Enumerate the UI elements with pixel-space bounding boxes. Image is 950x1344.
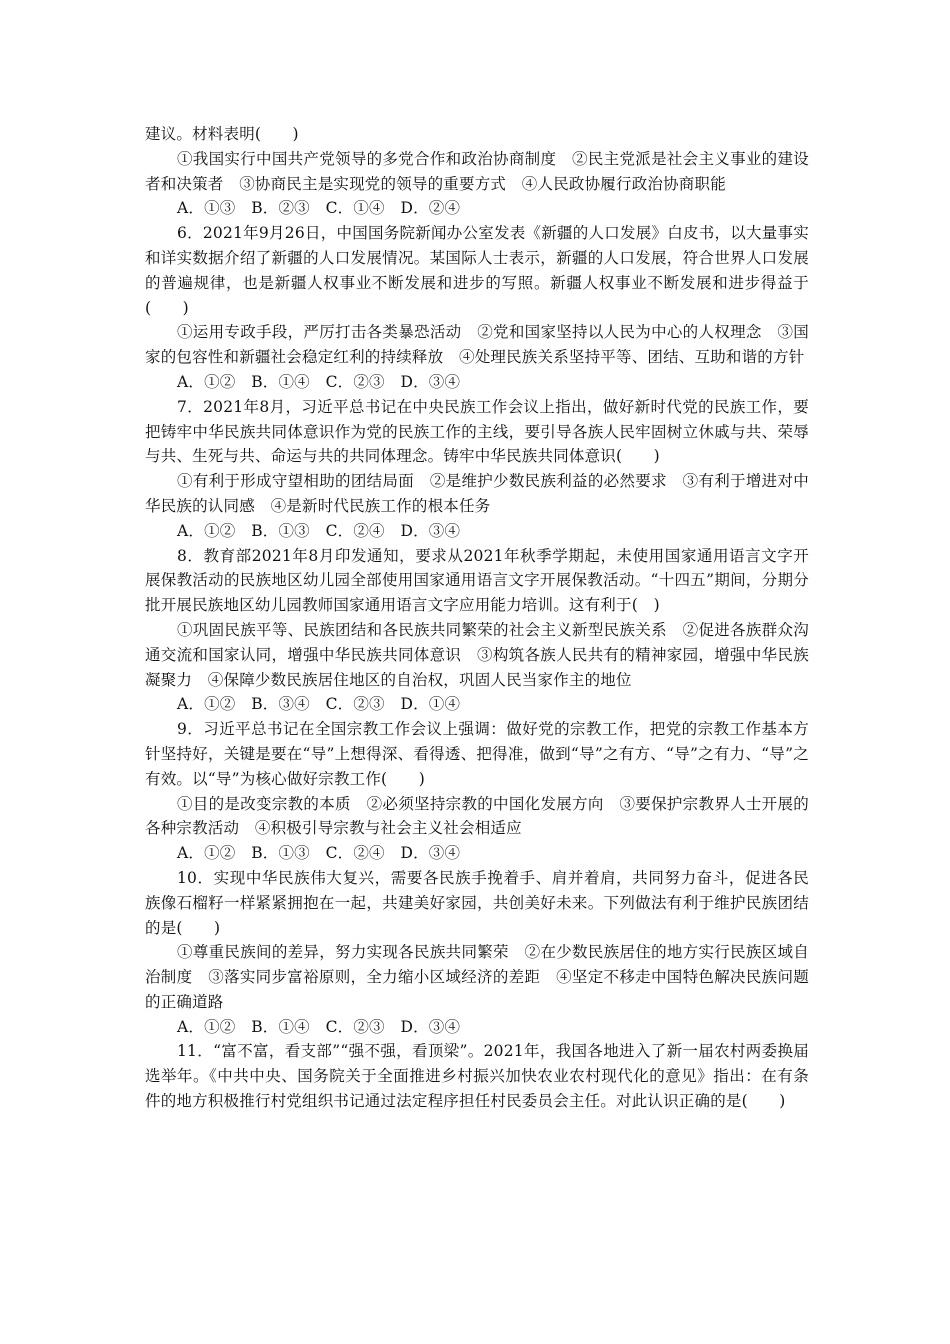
q7-statements: ①有利于形成守望相助的团结局面 ②是维护少数民族利益的必然要求 ③有利于增进对中华民族的认同感 ④是新时代民族工作的根本任务 bbox=[145, 472, 809, 515]
q8-stem: 8．教育部2021年8月印发通知，要求从2021年秋季学期起，未使用国家通用语言文字开展保教活动的民族地区幼儿园全部使用国家通用语言文字开展保教活动。“十四五”期间，分期分批开展民族地区幼儿园教师国家通用语言文字应用能力培训。这有利于( ) bbox=[145, 546, 809, 615]
q7-stem: 7．2021年8月，习近平总书记在中央民族工作会议上指出，做好新时代党的民族工作，要把铸牢中华民族共同体意识作为党的民族工作的主线，要引导各族人民牢固树立休戚与共、荣辱与共、生死与共、命运与共的共同体理念。铸牢中华民族共同体意识( ) bbox=[145, 397, 809, 466]
q6-options: A．①② B．①④ C．②③ D．③④ bbox=[177, 372, 461, 391]
q8-options: A．①② B．③④ C．②③ D．①④ bbox=[177, 695, 461, 714]
q6-statements: ①运用专政手段，严厉打击各类暴恐活动 ②党和国家坚持以人民为中心的人权理念 ③国家的包容性和新疆社会稳定红利的持续释放 ④处理民族关系坚持平等、团结、互助和谐的方针 bbox=[145, 323, 809, 367]
q5-statements: ①我国实行中国共产党领导的多党合作和政治协商制度 ②民主党派是社会主义事业的建设者和决策者 ③协商民主是实现党的领导的重要方式 ④人民政协履行政治协商职能 bbox=[145, 149, 809, 193]
q7-options: A．①② B．①③ C．②④ D．③④ bbox=[177, 521, 461, 540]
q9-options: A．①② B．①③ C．②④ D．③④ bbox=[177, 844, 461, 863]
q11-stem: 11．“富不富，看支部”“强不强，看顶梁”。2021年，我国各地进入了新一届农村两委换届选举年。《中共中央、国务院关于全面推进乡村振兴加快农业农村现代化的意见》指出：在有条件的地方积极推行村党组织书记通过法定程序担任村民委员会主任。对此认识正确的是( ) bbox=[145, 1042, 809, 1111]
question-list bbox=[145, 122, 809, 1114]
q6-stem: 6．2021年9月26日，中国国务院新闻办公室发表《新疆的人口发展》白皮书，以大量事实和详实数据介绍了新疆的人口发展情况。某国际人士表示，新疆的人口发展，符合世界人口发展的普遍规律，也是新疆人权事业不断发展和进步的写照。新疆人权事业不断发展和进步得益于( ) bbox=[145, 224, 809, 317]
q10-statements: ①尊重民族间的差异，努力实现各民族共同繁荣 ②在少数民族居住的地方实行民族区域自治制度 ③落实同步富裕原则，全力缩小区域经济的差距 ④坚定不移走中国特色解决民族问题的正确道路 bbox=[145, 943, 809, 1011]
q9-statements: ①目的是改变宗教的本质 ②必须坚持宗教的中国化发展方向 ③要保护宗教界人士开展的各种宗教活动 ④积极引导宗教与社会主义社会相适应 bbox=[145, 794, 809, 838]
q5-options: A．①③ B．②③ C．①④ D．②④ bbox=[177, 199, 461, 218]
q8-statements: ①巩固民族平等、民族团结和各民族共同繁荣的社会主义新型民族关系 ②促进各族群众沟通交流和国家认同，增强中华民族共同体意识 ③构筑各族人民共有的精神家园，增强中华民族凝聚力 ④保障少数民族居住地区的自治权，巩固人民当家作主的地位 bbox=[145, 620, 809, 689]
q10-stem: 10．实现中华民族伟大复兴，需要各民族手挽着手、肩并着肩，共同努力奋斗，促进各民族像石榴籽一样紧紧拥抱在一起，共建美好家园，共创美好未来。下列做法有利于维护民族团结的是( ) bbox=[145, 868, 809, 937]
q9-stem: 9．习近平总书记在全国宗教工作会议上强调：做好党的宗教工作，把党的宗教工作基本方针坚持好，关键是要在“导”上想得深、看得透、把得准，做到“导”之有方、“导”之有力、“导”之有效。以“导”为核心做好宗教工作( ) bbox=[145, 720, 809, 788]
q10-options: A．①② B．①④ C．②③ D．③④ bbox=[177, 1017, 461, 1036]
q5-stem-tail: 建议。材料表明( ) bbox=[145, 125, 299, 143]
